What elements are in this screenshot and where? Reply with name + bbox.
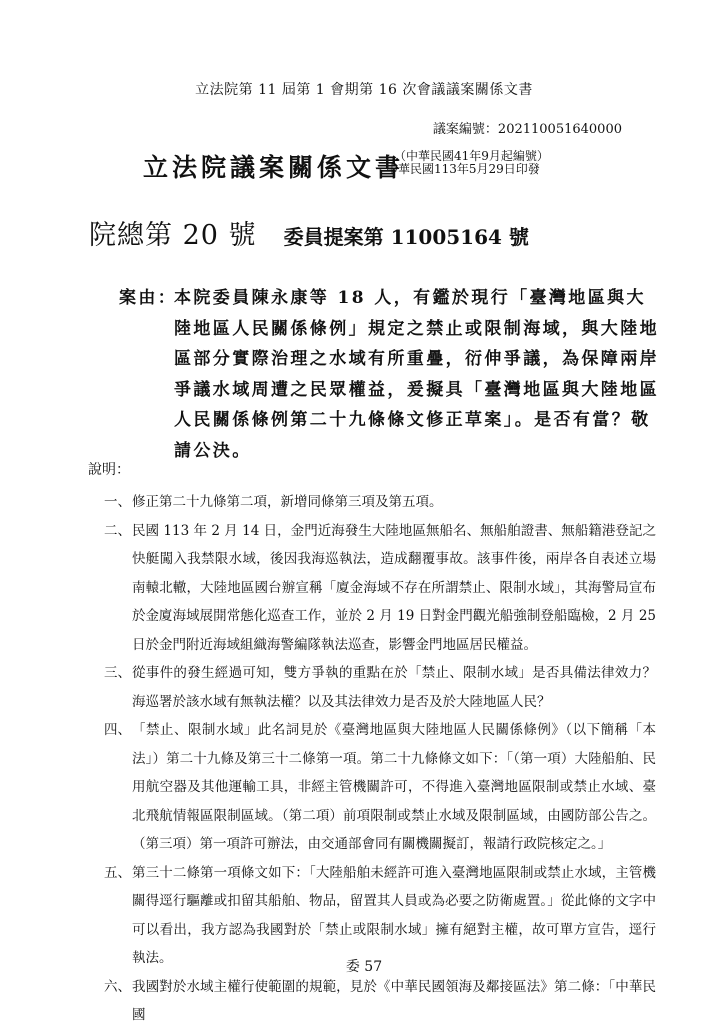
- list-item: [104, 716, 656, 859]
- item-text: 「禁止、限制水域」此名詞見於《臺灣地區與大陸地區人民關係條例》（以下簡稱「本法」）第二十九條及第三十二條第一項。第二十九條條文如下：「（第一項）大陸船舶、民用航空器及其他運輸工具，非經主管機關許可，不得進入臺灣地區限制或禁止水域、臺北飛航情報區限制區域。（第二項）前項限制或禁止水域及限制區域，由國防部公告之。（第三項）第一項許可辦法，由交通部會同有關機關擬訂，報請行政院核定之。」: [132, 722, 656, 852]
- case-summary: [119, 283, 659, 466]
- item-text: 修正第二十九條第二項，新增同條第三項及第五項。: [132, 494, 443, 510]
- list-item: [104, 488, 656, 517]
- item-number: 二、: [104, 522, 131, 539]
- item-number: 一、: [104, 494, 131, 510]
- case-text: 本院委員陳永康等 18 人，有鑑於現行「臺灣地區與大陸地區人民關係條例」規定之禁止或限制海域，與大陸地區部分實際治理之水域有所重疊，衍伸爭議，為保障兩岸爭議水域周遭之民眾權益，爰擬具「臺灣地區與大陸地區人民關係條例第二十九條條文修正草案」。是否有當？敬請公決。: [174, 288, 659, 461]
- explanation-label: 說明：: [88, 462, 130, 478]
- document-ids: [89, 213, 529, 252]
- item-text: 我國對於水域主權行使範圍的規範，見於《中華民國領海及鄰接區法》第二條：「中華民國: [132, 978, 656, 1023]
- proposal-number: 委員提案第 11005164 號: [283, 225, 529, 249]
- secretariat-number: 院總第 20 號: [89, 220, 257, 251]
- explanation-list: [104, 488, 656, 1030]
- session-header: 立法院第 11 屆第 1 會期第 16 次會議議案關係文書: [195, 82, 533, 98]
- item-number: 三、: [104, 665, 131, 681]
- item-text: 民國 113 年 2 月 14 日，金門近海發生大陸地區無船名、無船舶證書、無船籍港登記之快艇闖入我禁限水域，後因我海巡執法，造成翻覆事故。該事件後，兩岸各自表述立場南轅北轍，大陸地區國台辦宣稱「廈金海域不存在所謂禁止、限制水域」，其海警局宣布於金廈海域展開常態化巡查工作，並於 2 月 19 日對金門觀光船強制登船臨檢，2 月 25 日於金門附近海域組織海警編隊執法巡查，影響金門地區居民權益。: [132, 522, 656, 653]
- item-text: 第三十二條第一項條文如下：「大陸船舶未經許可進入臺灣地區限制或禁止水域，主管機關得逕行驅離或扣留其船舶、物品，留置其人員或為必要之防衛處置。」從此條的文字中可以看出，我方認為我國對於「禁止或限制水域」擁有絕對主權，故可單方宣告，逕行執法。: [132, 864, 656, 966]
- list-item: [104, 973, 656, 1030]
- item-text: 從事件的發生經過可知，雙方爭執的重點在於「禁止、限制水域」是否具備法律效力？海巡署於該水域有無執法權？以及其法律效力是否及於大陸地區人民？: [132, 665, 656, 710]
- print-date: 中華民國113年5月29日印發: [386, 162, 540, 176]
- edition-info: [386, 150, 549, 176]
- bill-number: 議案編號：202110051640000: [432, 122, 622, 137]
- list-item: [104, 517, 656, 660]
- page-number: 委 57: [345, 959, 383, 975]
- case-label: 案由：: [119, 288, 178, 308]
- numbering-note: （中華民國41年9月起編號）: [394, 149, 549, 163]
- item-number: 四、: [104, 722, 131, 738]
- list-item: [104, 659, 656, 716]
- item-number: 五、: [104, 864, 131, 881]
- document-title: 立法院議案關係文書: [143, 153, 405, 182]
- item-number: 六、: [104, 978, 131, 995]
